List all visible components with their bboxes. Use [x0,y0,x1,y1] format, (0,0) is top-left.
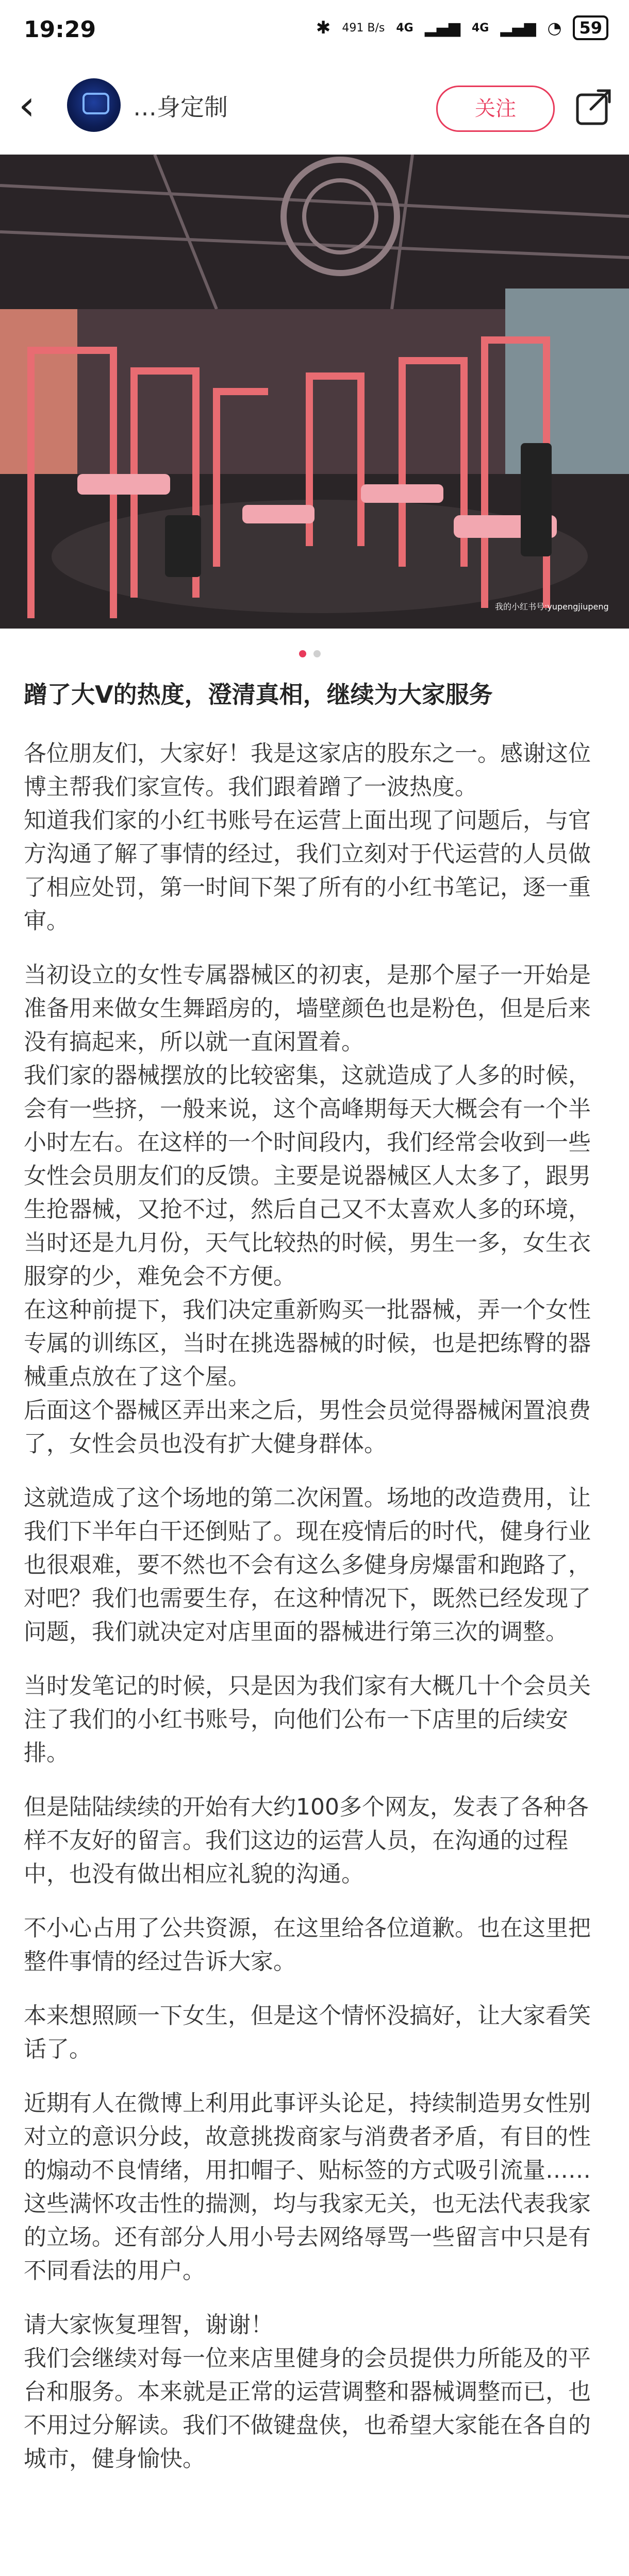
wifi-icon: ◔ [547,18,562,38]
battery-icon: 59 [573,15,608,40]
post-paragraph: 当初设立的女性专属器械区的初衷，是那个屋子一开始是准备用来做女生舞蹈房的，墙壁颜色也是粉色，但是后来没有搞起来，所以就一直闲置着。 我们家的器械摆放的比较密集，这就造成了人多的时候，会有一些挤，一般来说，这个高峰期每天大概会有一个半小时左右。在这样的一个时间段内，我们经常会收到一些女性会员朋友们的反馈。主要是说器械区人太多了，跟男生抢器械，又抢不过，然后自己又不太喜欢人多的环境，当时还是九月份，天气比较热的时候，男生一多，女生衣服穿的少，难免会不方便。 在这种前提下，我们决定重新购买一批器械，弄一个女性专属的训练区，当时在挑选器械的时候，也是把练臀的器械重点放在了这个屋。 后面这个器械区弄出来之后，男性会员觉得器械闲置浪费了，女性会员也没有扩大健身群体。 [24,962,591,1457]
signal-label-b: 4G [471,21,489,35]
post-paragraph: 但是陆陆续续的开始有大约100多个网友，发表了各种各样不友好的留言。我们这边的运营人员，在沟通的过程中，也没有做出相应礼貌的沟通。 [24,1794,589,1887]
bluetooth-icon: ✱ [316,18,331,38]
net-speed: 491 B/s [342,21,385,35]
post-paragraph: 本来想照顾一下女生，但是这个情怀没搞好，让大家看笑话了。 [24,2003,591,2062]
status-bar [0,0,629,62]
back-icon[interactable]: ‹ [19,81,35,129]
post-paragraph: 各位朋友们，大家好！我是这家店的股东之一。感谢这位博主帮我们家宣传。我们跟着蹭了一波热度。 知道我们家的小红书账号在运营上面出现了问题后，与官方沟通了解了事情的经过，我们立刻对于代运营的人员做了相应处罚，第一时间下架了所有的小红书笔记，逐一重审。 [24,740,591,934]
share-icon[interactable] [573,88,613,127]
photo-watermark: 我的小红书号:yupengjiupeng [495,602,609,612]
gym-photo-illustration [0,155,629,629]
post-paragraph: 请大家恢复理智，谢谢！ 我们会继续对每一位来店里健身的会员提供力所能及的平台和服务。本来就是正常的运营调整和器械调整而已，也不用过分解读。我们不做键盘侠，也希望大家能在各自的城市，健身愉快。 [24,2312,591,2472]
carousel-indicator [299,650,321,657]
follow-button[interactable]: 关注 [436,86,555,132]
account-name[interactable]: …身定制 [133,93,228,121]
avatar-logo-icon [82,93,109,114]
status-icons [316,15,608,40]
post-paragraph: 近期有人在微博上利用此事评头论足，持续制造男女性别对立的意识分歧，故意挑拨商家与消费者矛盾，有目的性的煽动不良情绪，用扣帽子、贴标签的方式吸引流量……这些满怀攻击性的揣测，均与我家无关，也无法代表我家的立场。还有部分人用小号去网络辱骂一些留言中只是有不同看法的用户。 [24,2090,591,2284]
signal-icon: ▂▄▆ [424,19,460,37]
gym-photo[interactable] [0,155,629,629]
post-title: 蹭了大V的热度，澄清真相，继续为大家服务 [24,681,493,708]
signal-label-a: 4G [396,21,413,35]
carousel-dot[interactable] [299,650,306,657]
clock: 19:29 [24,16,96,43]
post-paragraph: 当时发笔记的时候，只是因为我们家有大概几十个会员关注了我们的小红书账号，向他们公布一下店里的后续安排。 [24,1673,591,1766]
post-paragraph: 这就造成了这个场地的第二次闲置。场地的改造费用，让我们下半年白干还倒贴了。现在疫情后的时代，健身行业也很艰难，要不然也不会有这么多健身房爆雷和跑路了，对吧？我们也需要生存，在这种情况下，既然已经发现了问题，我们就决定对店里面的器械进行第三次的调整。 [24,1485,591,1645]
carousel-dot[interactable] [313,650,321,657]
signal-icon: ▂▄▆ [500,19,536,37]
post-paragraph: 不小心占用了公共资源，在这里给各位道歉。也在这里把整件事情的经过告诉大家。 [24,1915,591,1975]
post-paragraph-final [24,2308,606,2476]
